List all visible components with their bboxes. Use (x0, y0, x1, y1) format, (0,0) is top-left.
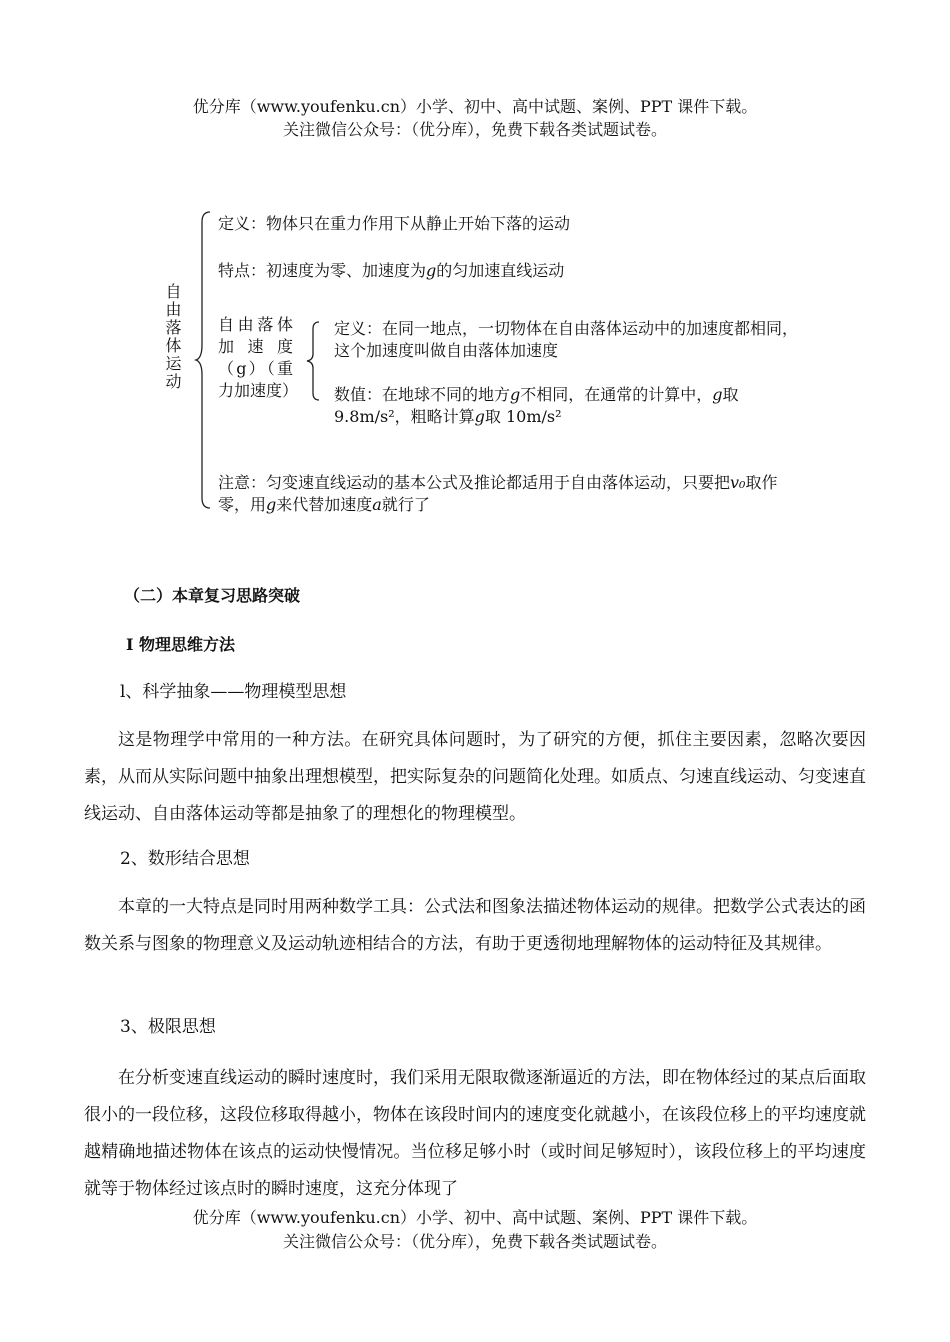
feature-suffix: 的匀加速直线运动 (436, 261, 565, 280)
note-prefix: 注意：匀变速直线运动的基本公式及推论都适用于自由落体运动，只要把 (218, 473, 731, 492)
note-var-g: g (266, 495, 277, 514)
diagram-note (218, 472, 778, 516)
sub-value-prefix: 数值：在地球不同的地方 (334, 385, 511, 404)
sub-value-suffix: 取 10m/s² (484, 407, 562, 426)
note-var-a: a (372, 495, 382, 514)
header-line-1: 优分库（www.youfenku.cn）小学、初中、高中试题、案例、PPT 课件下载。 (192, 97, 758, 116)
note-mid-1: 取作零，用 (218, 473, 778, 514)
note-var-v0: v₀ (730, 473, 746, 492)
item-1-body: 这是物理学中常用的一种方法。在研究具体问题时，为了研究的方便，抓住主要因素，忽略次要因素，从而从实际问题中抽象出理想模型，把实际复杂的问题简化处理。如质点、匀速直线运动、匀变速直线运动、自由落体运动等都是抽象了的理想化的物理模型。 (84, 730, 866, 824)
sub-value-mid-2: 取 9.8m/s²，粗略计算 (334, 385, 739, 426)
sub-brace (305, 320, 323, 402)
sub-value-var-2: g (712, 385, 723, 404)
diagram-sub-value (334, 384, 794, 428)
main-brace (194, 210, 214, 510)
diagram-sub-definition: 定义：在同一地点，一切物体在自由落体运动中的加速度都相同，这个加速度叫做自由落体加速度 (334, 319, 799, 360)
header-line-2: 关注微信公众号：（优分库），免费下载各类试题试卷。 (282, 120, 667, 139)
item-2-body: 本章的一大特点是同时用两种数学工具：公式法和图象法描述物体运动的规律。把数学公式表达的函数关系与图象的物理意义及运动轨迹相结合的方法，有助于更透彻地理解物体的运动特征及其规律。 (84, 897, 866, 954)
footer-line-1: 优分库（www.youfenku.cn）小学、初中、高中试题、案例、PPT 课件下载。 (0, 1206, 950, 1230)
method-title: Ⅰ 物理思维方法 (126, 635, 236, 654)
note-suffix: 就行了 (381, 495, 430, 514)
sub-value-var-3: g (474, 407, 485, 426)
diagram-root-title: 自由落体运动 (163, 283, 182, 391)
item-1-title: l、科学抽象——物理模型思想 (120, 682, 347, 702)
item-2-title: 2、数形结合思想 (120, 849, 250, 869)
feature-prefix: 特点：初速度为零、加速度为 (218, 261, 427, 280)
footer-line-2: 关注微信公众号：（优分库），免费下载各类试题试卷。 (0, 1230, 950, 1254)
item-3-title: 3、极限思想 (120, 1017, 216, 1037)
diagram-feature (218, 259, 564, 283)
note-mid-2: 来代替加速度 (276, 495, 373, 514)
sub-value-mid-1: 不相同，在通常的计算中， (520, 385, 713, 404)
section-title: （二）本章复习思路突破 (124, 586, 301, 605)
diagram-sub-label: 自由落体加速度（g）（重力加速度） (218, 315, 299, 400)
sub-value-var-1: g (510, 385, 521, 404)
item-3-body: 在分析变速直线运动的瞬时速度时，我们采用无限取微逐渐逼近的方法，即在物体经过的某点后面取很小的一段位移，这段位移取得越小，物体在该段时间内的速度变化就越小，在该段位移上的平均速度就越精确地描述物体在该点的运动快慢情况。当位移足够小时（或时间足够短时），该段位移上的平均速度就等于物体经过该点时的瞬时速度，这充分体现了 (84, 1068, 866, 1199)
feature-var-g: g (426, 261, 437, 280)
diagram-definition: 定义：物体只在重力作用下从静止开始下落的运动 (218, 214, 571, 233)
